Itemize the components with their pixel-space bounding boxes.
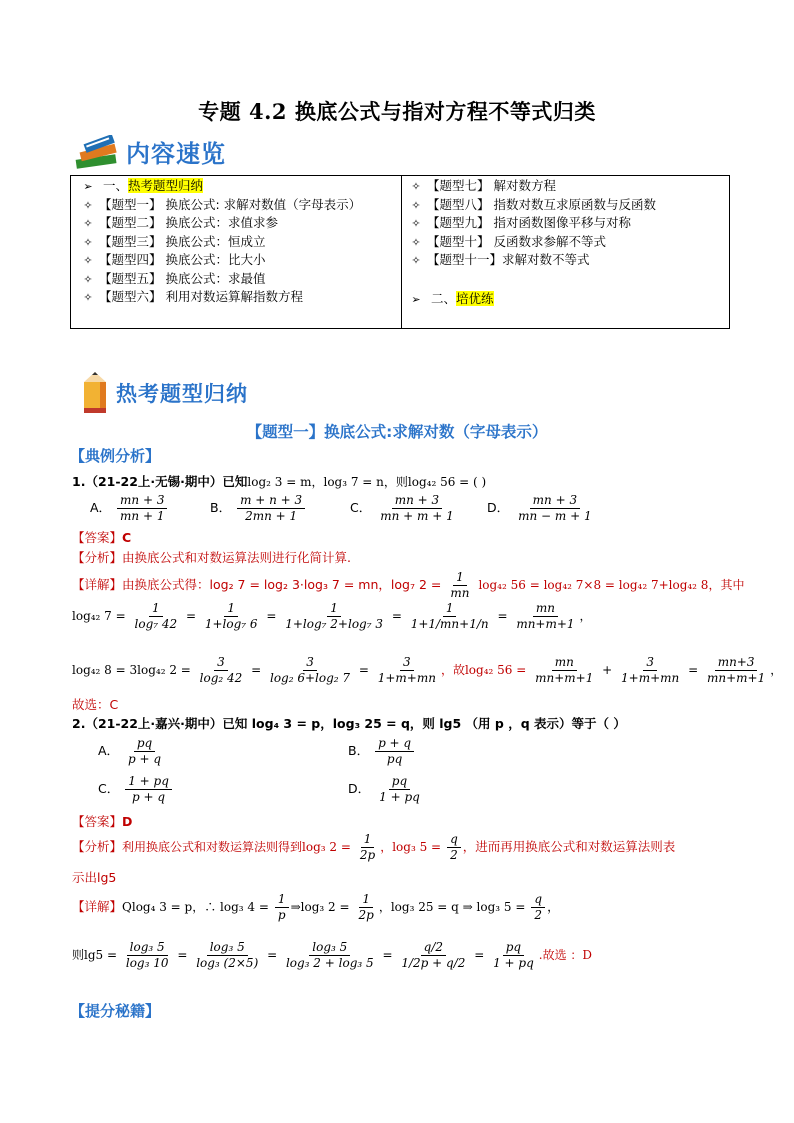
q2-final: 则lg5 = $\frac{\text{log₃ 5}}{\text{log₃ 10}}$ = $\frac{\text{log₃ 5}}{\text{log₃ (2×5)}}$ = $\frac{\text{log₃ 5}}{\text{log₃ 2 + log₃ 5}}$ = $\frac{q/2}{1/2p + q/2}$ = $\frac{pq}{1 + pq}$ .故选 ：D <box>72 940 593 970</box>
arrow-icon: ➢ <box>411 292 421 306</box>
q1-derivation-line-2: log₄₂ 8 = 3log₄₂ 2 = $\frac{3}{\text{log₂ 42}}$ = $\frac{3}{\text{log₂ 6+log₂ 7}}$ = $\frac{3}{1+m+mn}$ ，故log₄₂ 56 = $\frac{mn}{mn+m+1}$ + $\frac{3}{1+m+mn}$ = $\frac{mn+3}{mn+m+1}$ ， <box>72 655 783 685</box>
section-heading: 【题型一】换底公式:求解对数（字母表示） <box>246 423 548 441</box>
q2-stem: 2.（21-22上·嘉兴·期中）已知 log₄ 3 = p，log₃ 25 = q，则 lg5 （用 p ，q 表示）等于（ ） <box>72 716 626 731</box>
q2-option-a[interactable]: A． $\frac{pq}{p + q}$ <box>98 736 162 766</box>
fraction: $\frac{mn + 3}{mn + 1}$ <box>117 493 167 524</box>
toc-item[interactable]: ✧ 【题型六】 利用对数运算解指数方程 <box>77 288 397 307</box>
toc-highlight: 热考题型归纳 <box>128 178 204 193</box>
pencil-icon <box>80 372 110 414</box>
diamond-icon: ✧ <box>83 235 93 249</box>
diamond-icon: ✧ <box>411 217 421 230</box>
toc-item[interactable]: ✧ 【题型二】 换底公式：求值求参 <box>77 214 397 233</box>
toc-item[interactable]: ✧ 【题型八】 指数对数互求原函数与反函数 <box>405 196 725 215</box>
q1-option-d[interactable]: D． $\frac{mn + 3}{mn - m + 1}$ <box>487 493 597 524</box>
toc-item[interactable]: ✧ 【题型九】 指对函数图像平移与对称 <box>405 214 725 233</box>
toc-item[interactable]: ✧ 【题型一】 换底公式: 求解对数值（字母表示） <box>77 196 397 215</box>
diamond-icon: ✧ <box>411 254 421 267</box>
page-title: 专题 4.2 换底公式与指对方程不等式归类 <box>198 99 596 124</box>
fraction: $\frac{m + n + 3}{2mn + 1}$ <box>237 493 305 524</box>
toc-divider <box>401 176 402 328</box>
toc-item[interactable]: ✧ 【题型七】 解对数方程 <box>405 177 725 196</box>
q1-option-a[interactable]: A． $\frac{mn + 3}{mn + 1}$ <box>90 493 169 524</box>
tips-heading: 【提分秘籍】 <box>70 1002 161 1020</box>
diamond-icon: ✧ <box>83 291 93 304</box>
toc-item[interactable]: ✧ 【题型十】 反函数求参解不等式 <box>405 233 725 252</box>
fraction: $\frac{1}{mn}$ <box>450 570 470 600</box>
q1-option-c[interactable]: C． $\frac{mn + 3}{mn + m + 1}$ <box>350 493 459 524</box>
q2-analysis: 【分析】利用换底公式和对数运算法则得到log₃ 2 = $\frac{1}{2p}$ ，log₃ 5 = $\frac{q}{2}$ ，进而再用换底公式和对数运算法则表 <box>72 832 676 862</box>
diamond-icon: ✧ <box>83 198 93 212</box>
toc-right-column <box>405 177 725 328</box>
banner-overview-text: 内容速览 <box>126 140 226 168</box>
q1-detail: 【详解】由换底公式得：log₂ 7 = log₂ 3·log₃ 7 = mn，log₇ 2 = $\frac{1}{mn}$ log₄₂ 56 = log₄₂ 7×8 = log₄₂ 7+log₄₂ 8，其中 <box>72 570 745 600</box>
q1-option-b[interactable]: B． $\frac{m + n + 3}{2mn + 1}$ <box>210 493 307 524</box>
toc-left-column <box>77 177 397 328</box>
q1-derivation-line-1: log₄₂ 7 = $\frac{1}{\text{log₇ 42}}$ = $\frac{1}{\text{1+log₇ 6}}$ = $\frac{1}{\text{1+log₇ 2+log₇ 3}}$ = $\frac{1}{1+1/mn+1/n}$ = $\frac{mn}{mn+m+1}$ ， <box>72 601 592 631</box>
diamond-icon: ✧ <box>411 180 421 193</box>
banner-hot-types <box>80 372 248 414</box>
toc-item[interactable]: ✧ 【题型三】 换底公式：恒成立 <box>77 233 397 252</box>
diamond-icon: ✧ <box>411 235 421 249</box>
q2-detail: 【详解】Qlog₄ 3 = p，∴ log₃ 4 = $\frac{1}{p}$ ⇒log₃ 2 = $\frac{1}{2p}$ ，log₃ 25 = q ⇒ log₃ 5 = $\frac{q}{2}$ ， <box>72 892 560 922</box>
diamond-icon: ✧ <box>83 272 93 286</box>
toc-highlight: 培优练 <box>456 290 494 306</box>
toc-item[interactable]: ✧ 【题型十一】求解对数不等式 <box>405 251 725 270</box>
arrow-icon: ➢ <box>83 180 93 193</box>
fraction: $\frac{mn + 3}{mn - m + 1}$ <box>518 493 592 523</box>
banner-overview <box>74 134 226 169</box>
q1-analysis: 【分析】由换底公式和对数运算法则进行化简计算. <box>72 550 351 565</box>
q2-option-d[interactable]: D． $\frac{pq}{1 + pq}$ <box>348 774 420 804</box>
q1-answer: 【答案】C <box>72 530 132 545</box>
banner-hot-types-text: 热考题型归纳 <box>116 382 248 406</box>
example-heading: 【典例分析】 <box>70 447 161 465</box>
q2-option-b[interactable]: B． $\frac{p + q}{pq}$ <box>348 736 416 767</box>
toc-item[interactable]: ✧ 【题型四】 换底公式：比大小 <box>77 251 397 270</box>
toc-table <box>70 175 730 329</box>
toc-item[interactable]: ➢ 一、热考题型归纳 <box>77 177 397 196</box>
q2-analysis-cont: 示出lg5 <box>72 870 117 885</box>
q2-option-c[interactable]: C． $\frac{1 + pq}{p + q}$ <box>98 774 174 805</box>
toc-item[interactable]: ➢ 二、培优练 <box>405 290 725 309</box>
diamond-icon: ✧ <box>411 198 421 212</box>
books-icon <box>74 135 122 169</box>
toc-item[interactable]: ✧ 【题型五】 换底公式：求最值 <box>77 270 397 289</box>
q1-conclusion: 故选：C <box>72 697 119 712</box>
fraction: $\frac{mn + 3}{mn + m + 1}$ <box>380 493 454 523</box>
q2-answer: 【答案】D <box>72 814 133 829</box>
q1-stem: 1.（21-22上·无锡·期中）已知log₂ 3 = m，log₃ 7 = n，则log₄₂ 56 = ( ) <box>72 474 487 489</box>
diamond-icon: ✧ <box>83 217 93 230</box>
diamond-icon: ✧ <box>83 254 93 267</box>
